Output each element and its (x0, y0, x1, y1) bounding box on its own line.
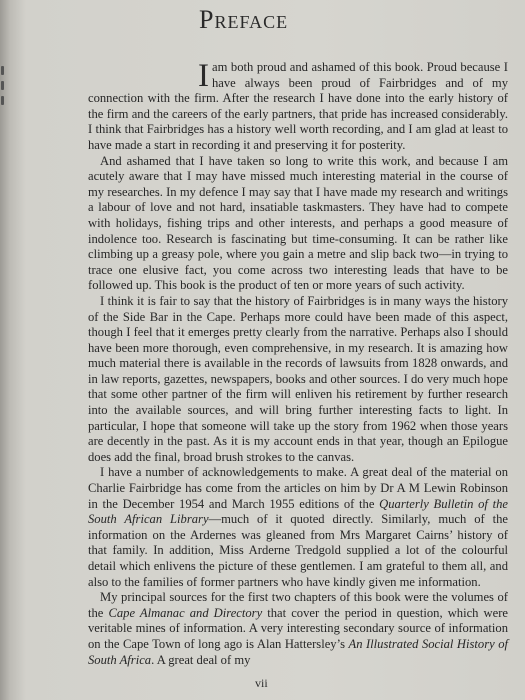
binding-mark (1, 66, 4, 75)
paragraph-2: And ashamed that I have taken so long to write this work, and because I am acutely aware that I may have missed much interesting material in the course of my researches. In my defence I may say that I have made my research and writings a labour of love and not hard, insatiable taskmasters. They have had to compete with holidays, fishing trips and other interests, and perhaps a good measure of indolence too. Research is fascinating but time-consuming. It can be rather like climbing up a greasy pole, where you gain a metre and slip back two—in trying to trace one elusive fact, you come across two interesting leads that have to be followed up. This book is the product of ten or more years of such activity. (88, 153, 508, 293)
paragraph-5-text-c: . A great deal of my (151, 652, 251, 667)
social-history-title: An Illustrated Social History of South Africa (88, 636, 508, 667)
preface-body (88, 60, 508, 668)
journal-title: Quarterly Bulletin of the South African Library (88, 496, 508, 527)
paragraph-5 (88, 590, 508, 668)
page-number: vii (255, 676, 268, 690)
binding-mark (1, 96, 4, 105)
binding-gutter (0, 60, 6, 110)
paragraph-5-text-b: that cover the period in question, which were veritable mines of information. A very interesting secondary source of information on the Cape Town of long ago is Alan Hattersley’s (88, 605, 509, 651)
paragraph-4-text-b: —much of it quoted directly. Similarly, much of the information on the Ardernes was gleaned from Mrs Margaret Cairns’ history of that family. In addition, Miss Arderne Tredgold supplied a lot of the colourful detail which enlivens the picture of these gentlemen. I am grateful to them all, and also to the families of former partners who have kindly given me information. (88, 512, 508, 589)
paragraph-4 (88, 465, 508, 590)
paragraph-3: I think it is fair to say that the history of Fairbridges is in many ways the history of the Side Bar in the Cape. Perhaps more could have been made of this aspect, though I feel that it emerges pretty clearly from the narrative. Perhaps also I should have been more thorough, even comprehensive, in my research. It is amazing how much material there is available in the records of lawsuits from 1828 onwards, and in law reports, gazettes, newspapers, books and other sources. I do very much hope that some other partner of the firm will enliven his retirement by further research into the available sources, and will bring further interesting facts to light. In particular, I hope that someone will take up the story from 1962 when those years are decently in the past. As it is my account ends in that year, though an Epilogue does add the final, broad brush strokes to the canvas. (88, 293, 508, 464)
page-title: Preface (199, 5, 289, 34)
drop-cap: I (198, 58, 209, 94)
paragraph-5-text-a: My principal sources for the first two chapters of this book were the volumes of the (88, 590, 508, 620)
paragraph-4-text-a: I have a number of acknowledgements to make. A great deal of the material on Charlie Fairbridge has come from the articles on him by Dr A M Lewin Robinson in the December 1954 and March 1955 editions of the (88, 465, 508, 511)
paragraph-1 (88, 60, 508, 154)
paragraph-1-text: am both proud and ashamed of this book. Proud because I have always been proud of Fairbridges and of my connection with the firm. After the research I have done into the early history of the firm and the careers of the early partners, that pride has increased considerably. I think that Fairbridges has a history well worth recording, and I am glad at least to have made a start in recording it and preserving it for posterity. (88, 60, 508, 152)
almanac-title: Cape Almanac and Directory (108, 605, 263, 620)
binding-mark (1, 81, 4, 90)
